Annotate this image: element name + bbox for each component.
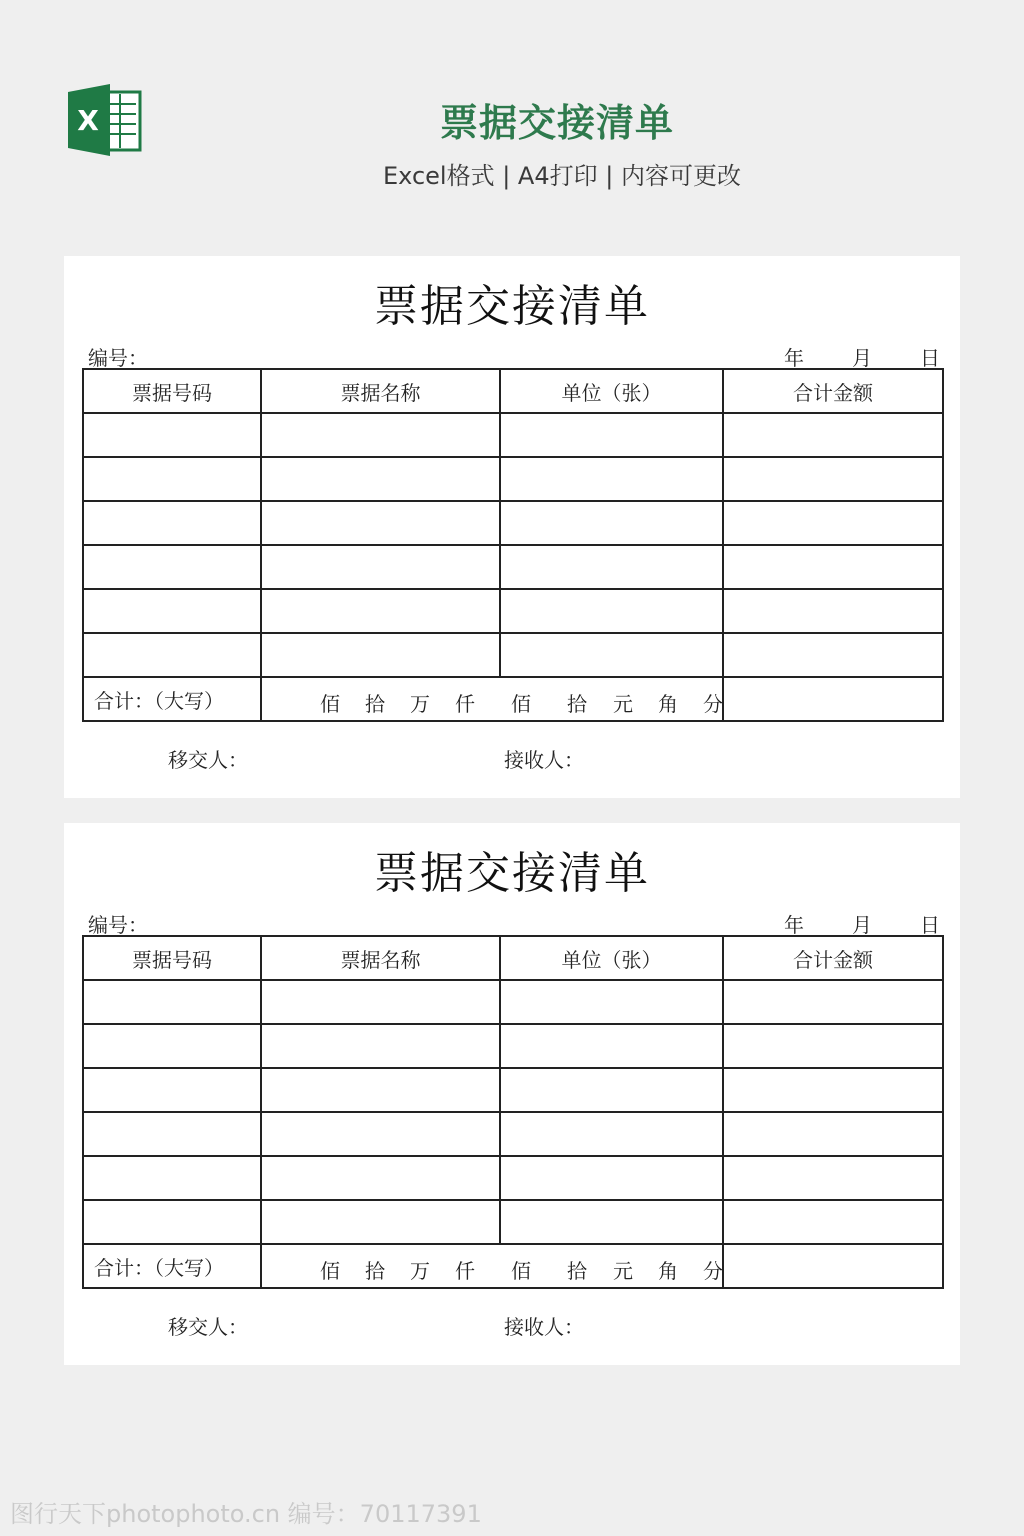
form-sheet-1 [64, 256, 960, 798]
table-cell[interactable] [723, 1068, 943, 1112]
table-row [83, 1068, 943, 1112]
table-cell[interactable] [500, 545, 723, 589]
unit-label: 佰 [320, 694, 340, 716]
table-cell[interactable] [723, 980, 943, 1024]
table-row [83, 1112, 943, 1156]
table-cell[interactable] [500, 1112, 723, 1156]
table-cell[interactable] [261, 633, 500, 677]
table-row [83, 457, 943, 501]
table-cell[interactable] [83, 633, 261, 677]
table-cell[interactable] [723, 1024, 943, 1068]
table-cell[interactable] [500, 413, 723, 457]
table-cell[interactable] [83, 501, 261, 545]
unit-label: 分 [703, 1261, 723, 1283]
table-row [83, 545, 943, 589]
table-cell[interactable] [261, 501, 500, 545]
table-cell[interactable] [723, 1112, 943, 1156]
total-row [83, 677, 943, 721]
unit-label: 佰 [320, 1261, 340, 1283]
amount-in-words-cell[interactable] [261, 677, 723, 721]
table-cell[interactable] [261, 1024, 500, 1068]
unit-label: 仟 [455, 694, 475, 716]
unit-label: 元 [613, 1261, 633, 1283]
currency-units [262, 678, 722, 720]
table-cell[interactable] [83, 980, 261, 1024]
table-cell[interactable] [500, 1156, 723, 1200]
number-label: 编号： [88, 348, 148, 370]
unit-label: 元 [613, 694, 633, 716]
total-row [83, 1244, 943, 1288]
column-header: 票据名称 [261, 369, 500, 413]
table-cell[interactable] [83, 1200, 261, 1244]
day-label: 日 [920, 348, 940, 370]
table-cell[interactable] [500, 1200, 723, 1244]
table-cell[interactable] [261, 545, 500, 589]
table-cell[interactable] [261, 1200, 500, 1244]
table-cell[interactable] [500, 980, 723, 1024]
table-cell[interactable] [83, 457, 261, 501]
table-header-row [83, 369, 943, 413]
unit-label: 角 [658, 694, 678, 716]
unit-label: 拾 [365, 694, 385, 716]
sheet-title: 票据交接清单 [374, 848, 650, 899]
column-header: 票据号码 [83, 369, 261, 413]
table-cell[interactable] [723, 457, 943, 501]
column-header: 合计金额 [723, 936, 943, 980]
table-cell[interactable] [261, 1156, 500, 1200]
table-row [83, 980, 943, 1024]
table-cell[interactable] [261, 980, 500, 1024]
table-header-row [83, 936, 943, 980]
table-row [83, 501, 943, 545]
table-cell[interactable] [723, 501, 943, 545]
table-cell[interactable] [261, 1068, 500, 1112]
month-label: 月 [852, 915, 872, 937]
unit-label: 万 [410, 1261, 430, 1283]
month-label: 月 [852, 348, 872, 370]
svg-text:X: X [77, 104, 99, 137]
form-sheet-2 [64, 823, 960, 1365]
sheet-title: 票据交接清单 [374, 281, 650, 332]
table-cell[interactable] [83, 545, 261, 589]
table-cell[interactable] [500, 501, 723, 545]
table-cell[interactable] [723, 545, 943, 589]
table-cell[interactable] [723, 1200, 943, 1244]
table-cell[interactable] [83, 1024, 261, 1068]
total-label: 合计：（大写） [83, 1244, 261, 1288]
table-cell[interactable] [723, 633, 943, 677]
table-cell[interactable] [500, 633, 723, 677]
table-row [83, 1156, 943, 1200]
unit-label: 仟 [455, 1261, 475, 1283]
table-cell[interactable] [261, 1112, 500, 1156]
unit-label: 万 [410, 694, 430, 716]
watermark-text: 图行天下photophoto.cn 编号：70117391 [10, 1500, 482, 1528]
column-header: 票据名称 [261, 936, 500, 980]
table-cell[interactable] [723, 1156, 943, 1200]
table-row [83, 413, 943, 457]
table-cell[interactable] [83, 1112, 261, 1156]
unit-label: 角 [658, 1261, 678, 1283]
page-subtitle: Excel格式 | A4打印 | 内容可更改 [383, 162, 741, 190]
total-label: 合计：（大写） [83, 677, 261, 721]
page-title: 票据交接清单 [439, 101, 674, 145]
table-row [83, 1024, 943, 1068]
table-cell[interactable] [83, 1156, 261, 1200]
amount-in-words-cell[interactable] [261, 1244, 723, 1288]
table-cell[interactable] [500, 457, 723, 501]
table-cell[interactable] [261, 413, 500, 457]
table-cell[interactable] [261, 457, 500, 501]
receiver-label: 接收人： [504, 750, 584, 772]
day-label: 日 [920, 915, 940, 937]
unit-label: 拾 [567, 694, 587, 716]
unit-label: 佰 [511, 1261, 531, 1283]
column-header: 合计金额 [723, 369, 943, 413]
column-header: 单位（张） [500, 369, 723, 413]
total-amount-cell[interactable] [723, 1244, 943, 1288]
total-amount-cell[interactable] [723, 677, 943, 721]
unit-label: 拾 [567, 1261, 587, 1283]
receiver-label: 接收人： [504, 1317, 584, 1339]
table-cell[interactable] [723, 413, 943, 457]
table-row [83, 1200, 943, 1244]
unit-label: 分 [703, 694, 723, 716]
table-row [83, 589, 943, 633]
year-label: 年 [784, 348, 804, 370]
table-cell[interactable] [723, 589, 943, 633]
table-cell[interactable] [500, 1068, 723, 1112]
number-label: 编号： [88, 915, 148, 937]
table-cell[interactable] [500, 1024, 723, 1068]
year-label: 年 [784, 915, 804, 937]
sender-label: 移交人： [168, 750, 248, 772]
handover-table [82, 368, 944, 722]
column-header: 单位（张） [500, 936, 723, 980]
table-cell[interactable] [261, 589, 500, 633]
unit-label: 拾 [365, 1261, 385, 1283]
table-cell[interactable] [500, 589, 723, 633]
unit-label: 佰 [511, 694, 531, 716]
column-header: 票据号码 [83, 936, 261, 980]
sender-label: 移交人： [168, 1317, 248, 1339]
currency-units [262, 1245, 722, 1287]
table-cell[interactable] [83, 413, 261, 457]
table-cell[interactable] [83, 1068, 261, 1112]
table-row [83, 633, 943, 677]
handover-table [82, 935, 944, 1289]
table-cell[interactable] [83, 589, 261, 633]
